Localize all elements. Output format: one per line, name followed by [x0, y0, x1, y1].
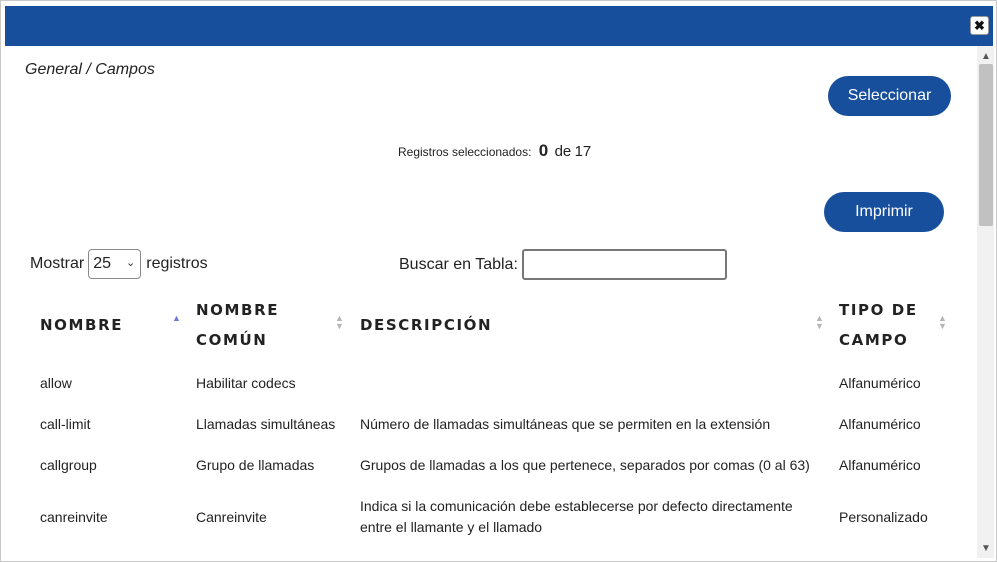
sort-both-icon: ▲ ▼ [335, 313, 344, 331]
cell-nombre-comun: Llamadas simultáneas [196, 416, 336, 432]
cell-nombre: callgroup [40, 457, 97, 473]
header-line: NOMBRE [196, 301, 280, 319]
select-button[interactable]: Seleccionar [828, 76, 951, 116]
breadcrumb: General / Campos [25, 61, 155, 78]
cell-tipo: Alfanumérico [839, 416, 921, 432]
sort-both-icon: ▲ ▼ [815, 313, 824, 331]
column-header-nombre-comun[interactable] [196, 295, 279, 355]
print-button[interactable]: Imprimir [824, 192, 944, 232]
header-line: COMÚN [196, 331, 268, 349]
header-line: CAMPO [839, 331, 909, 349]
selected-connector: de [554, 143, 572, 160]
page-length-select[interactable] [88, 249, 141, 279]
column-header-descripcion[interactable]: DESCRIPCIÓN [360, 316, 493, 334]
table-search [399, 249, 727, 280]
column-header-nombre[interactable]: NOMBRE [40, 316, 124, 334]
length-prefix: Mostrar [30, 255, 85, 272]
scroll-up-icon[interactable]: ▲ [981, 50, 991, 62]
search-label: Buscar en Tabla: [399, 255, 518, 273]
chevron-down-icon: ⌄ [126, 257, 136, 269]
cell-descripcion: Grupos de llamadas a los que pertenece, separados por comas (0 al 63) [360, 457, 810, 473]
page-length-value: 25 [93, 255, 112, 272]
cell-nombre: allow [40, 375, 72, 391]
column-header-tipo-de-campo[interactable] [839, 295, 918, 355]
scroll-down-icon[interactable]: ▼ [981, 542, 991, 554]
length-suffix: registros [146, 255, 208, 272]
selected-label: Registros seleccionados: [398, 145, 532, 159]
close-icon[interactable]: ✖ [970, 16, 989, 35]
cell-line: Indica si la comunicación debe establecerse por defecto directamente [360, 498, 793, 514]
cell-descripcion [360, 496, 793, 538]
cell-nombre-comun: Grupo de llamadas [196, 457, 315, 473]
sort-asc-icon: ▲ [172, 313, 181, 323]
cell-line: entre el llamante y el llamado [360, 519, 543, 535]
header-line: TIPO DE [839, 301, 918, 319]
cell-descripcion: Número de llamadas simultáneas que se permiten en la extensión [360, 416, 771, 432]
cell-nombre-comun: Habilitar codecs [196, 375, 296, 391]
cell-tipo: Alfanumérico [839, 457, 921, 473]
search-input[interactable] [522, 249, 727, 280]
scrollbar-thumb[interactable] [979, 64, 993, 226]
cell-tipo: Alfanumérico [839, 375, 921, 391]
sort-both-icon: ▲ ▼ [938, 313, 947, 331]
selected-records-info [398, 141, 591, 161]
cell-nombre: call-limit [40, 416, 91, 432]
cell-tipo: Personalizado [839, 509, 928, 525]
dialog-titlebar [5, 6, 993, 46]
cell-nombre: canreinvite [40, 509, 108, 525]
total-count: 17 [574, 143, 592, 160]
cell-nombre-comun: Canreinvite [196, 509, 267, 525]
length-menu [30, 249, 208, 279]
selected-count: 0 [538, 141, 549, 160]
